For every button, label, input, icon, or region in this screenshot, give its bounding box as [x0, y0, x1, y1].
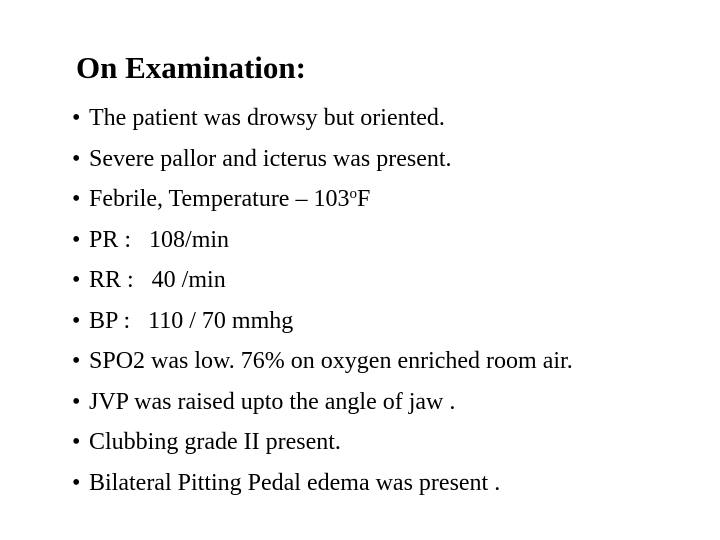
bullet-icon: • [72, 307, 81, 334]
list-item-text: Severe pallor and icterus was present. [89, 145, 452, 172]
bullet-icon: • [72, 348, 81, 374]
bullet-icon: • [72, 388, 81, 415]
slide-title: On Examination: [76, 50, 306, 85]
bullet-icon: • [72, 469, 81, 496]
degree-superscript: o [349, 186, 357, 202]
bullet-icon: • [72, 186, 81, 212]
list-item-respiratory-rate [72, 260, 573, 301]
bullet-icon: • [72, 226, 81, 253]
list-item-spo2 [72, 341, 573, 382]
list-item-text: PR : 108/min [89, 226, 230, 253]
temperature-unit: F [356, 186, 371, 212]
examination-findings-list [72, 98, 573, 503]
list-item-text: Clubbing grade II present. [89, 429, 341, 455]
bullet-icon: • [72, 145, 81, 172]
list-item-text: Bilateral Pitting Pedal edema was present . [89, 469, 501, 496]
list-item-text: Febrile, Temperature – 103 [89, 186, 350, 212]
list-item-text: The patient was drowsy but oriented. [89, 105, 445, 131]
list-item-mental-status [72, 98, 573, 139]
list-item-text: SPO2 was low. 76% on oxygen enriched room air. [89, 348, 573, 374]
list-item-pallor-icterus [72, 139, 573, 180]
list-item-blood-pressure [72, 301, 573, 342]
list-item-text: JVP was raised upto the angle of jaw . [89, 388, 456, 415]
list-item-text: RR : 40 /min [89, 267, 226, 293]
list-item-jvp [72, 382, 573, 423]
bullet-icon: • [72, 105, 81, 131]
list-item-temperature [72, 179, 573, 220]
list-item-text: BP : 110 / 70 mmhg [89, 307, 294, 334]
bullet-icon: • [72, 267, 81, 293]
list-item-pedal-edema [72, 463, 573, 504]
list-item-pulse-rate [72, 220, 573, 261]
bullet-icon: • [72, 429, 81, 455]
list-item-clubbing [72, 422, 573, 463]
